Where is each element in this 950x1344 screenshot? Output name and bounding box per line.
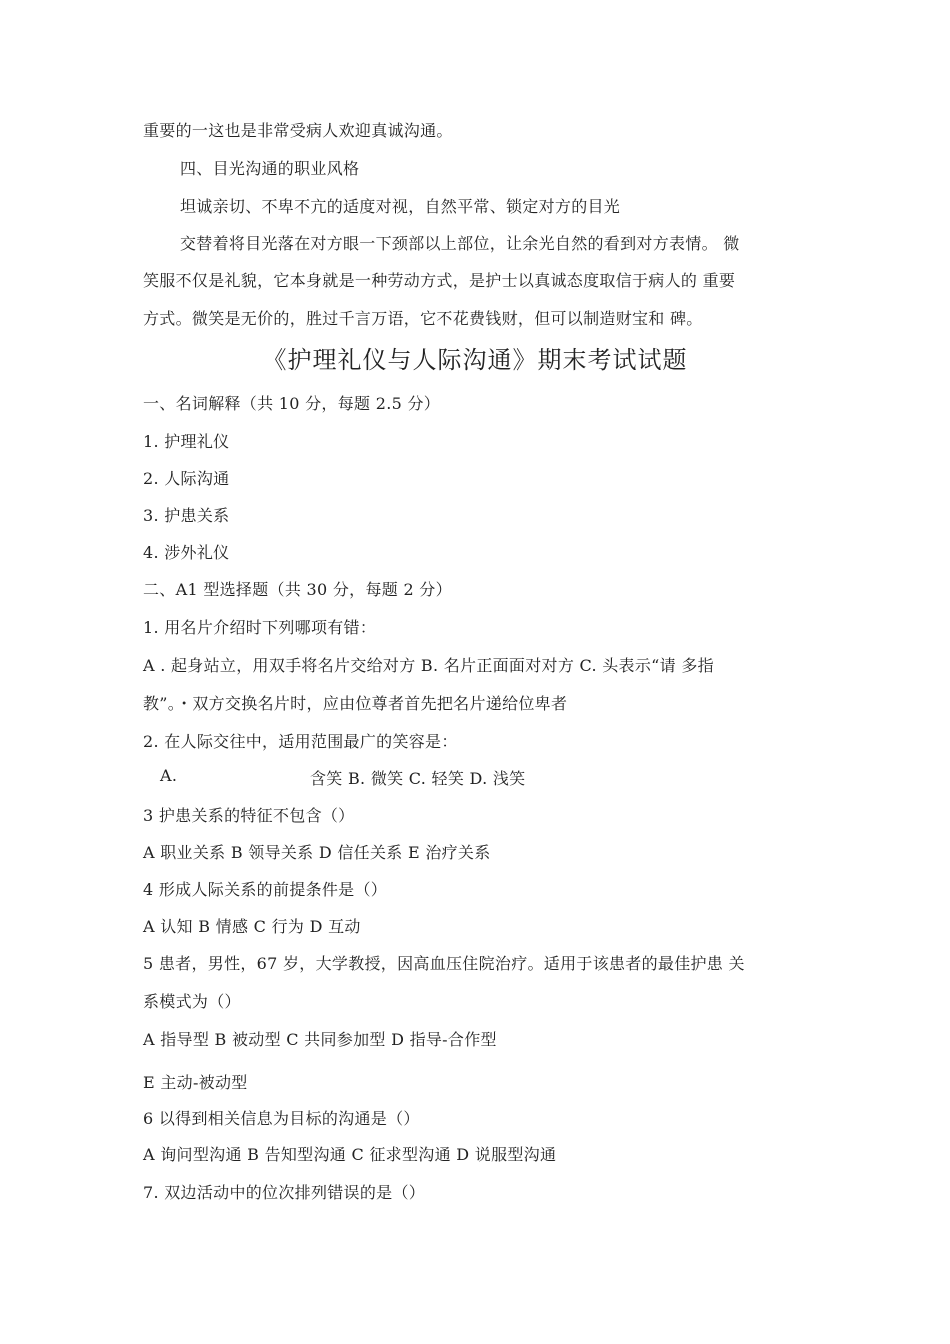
question-1-options-b: 教”。・双方交换名片时，应由位尊者首先把名片递给位卑者 — [143, 694, 568, 713]
question-6: 6 以得到相关信息为目标的沟通是（） — [143, 1109, 420, 1128]
question-5-line-a: 5 患者，男性，67 岁，大学教授，因高血压住院治疗。适用于该患者的最佳护患 关 — [143, 954, 745, 973]
term-1: 1. 护理礼仪 — [143, 432, 230, 451]
intro-line-3c: 方式。微笑是无价的，胜过千言万语，它不花费钱财，但可以制造财宝和 碑。 — [143, 309, 703, 328]
question-3: 3 护患关系的特征不包含（） — [143, 806, 355, 825]
question-3-options: A 职业关系 B 领导关系 D 信任关系 E 治疗关系 — [143, 843, 491, 862]
intro-line-2: 坦诚亲切、不卑不亢的适度对视，自然平常、锁定对方的目光 — [180, 197, 621, 216]
question-4: 4 形成人际关系的前提条件是（） — [143, 880, 388, 899]
question-2-options: 含笑 B. 微笑 C. 轻笑 D. 浅笑 — [310, 769, 526, 788]
question-2: 2. 在人际交往中，适用范围最广的笑容是： — [143, 732, 458, 751]
intro-line-3b: 笑服不仅是礼貌，它本身就是一种劳动方式，是护士以真诚态度取信于病人的 重要 — [143, 271, 736, 290]
question-1: 1. 用名片介绍时下列哪项有错： — [143, 618, 377, 637]
intro-line-1: 重要的一这也是非常受病人欢迎真诚沟通。 — [143, 121, 453, 140]
question-5-options: A 指导型 B 被动型 C 共同参加型 D 指导-合作型 — [143, 1030, 497, 1049]
term-4: 4. 涉外礼仪 — [143, 543, 230, 562]
question-5-line-b: 系模式为（） — [143, 992, 241, 1011]
exam-title: 《护理礼仪与人际沟通》期末考试试题 — [262, 346, 688, 374]
part1-heading: 一、名词解释（共 10 分，每题 2.5 分） — [143, 394, 441, 413]
term-2: 2. 人际沟通 — [143, 469, 230, 488]
part2-heading: 二、A1 型选择题（共 30 分，每题 2 分） — [143, 580, 452, 599]
question-1-options-a: A . 起身站立，用双手将名片交给对方 B. 名片正面面对对方 C. 头表示“请 多指 — [143, 656, 714, 675]
term-3: 3. 护患关系 — [143, 506, 230, 525]
question-4-options: A 认知 B 情感 C 行为 D 互动 — [143, 917, 361, 936]
question-6-options: A 询问型沟通 B 告知型沟通 C 征求型沟通 D 说服型沟通 — [143, 1145, 557, 1164]
question-7: 7. 双边活动中的位次排列错误的是（） — [143, 1183, 426, 1202]
section-4-heading: 四、目光沟通的职业风格 — [180, 159, 360, 178]
question-5-option-e: E 主动-被动型 — [143, 1073, 248, 1092]
intro-line-3a: 交替着将目光落在对方眼一下颈部以上部位，让余光自然的看到对方表情。 微 — [180, 234, 740, 253]
question-2-label: A. — [160, 766, 178, 785]
